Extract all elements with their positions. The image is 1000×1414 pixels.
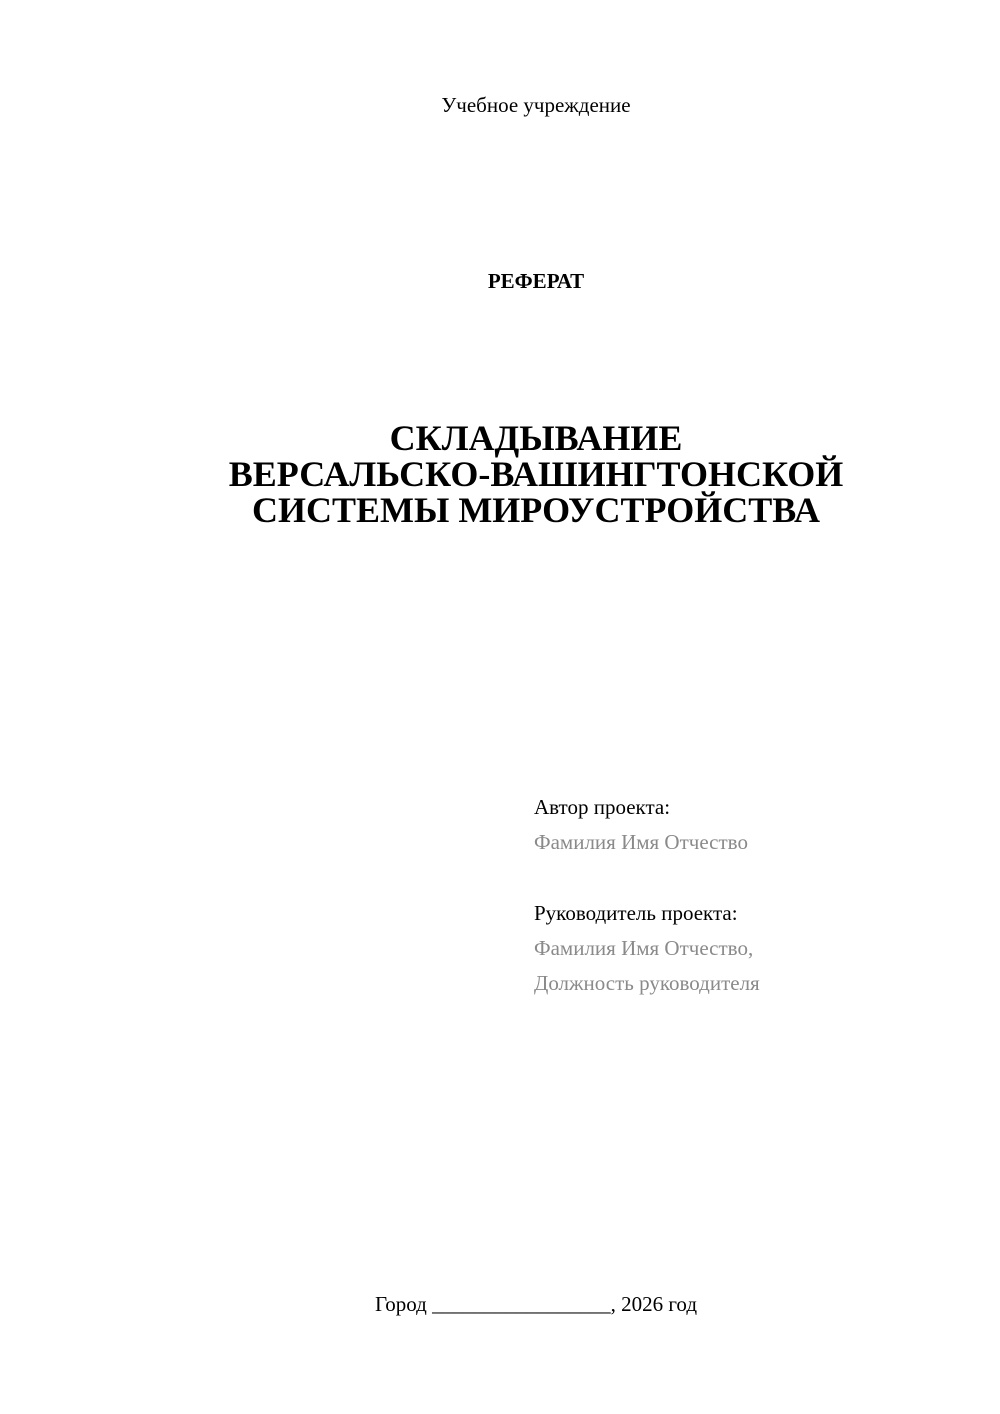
- title-line-1: СКЛАДЫВАНИЕ: [389, 418, 683, 458]
- author-label: Автор проекта:: [534, 795, 671, 819]
- title-line-2: ВЕРСАЛЬСКО-ВАШИНГТОНСКОЙ: [228, 454, 844, 494]
- credits-block: [534, 790, 974, 1001]
- supervisor-position: Должность руководителя: [534, 971, 760, 995]
- supervisor-name: Фамилия Имя Отчество,: [534, 936, 754, 960]
- city-year-line: Город _________________, 2026 год: [374, 1292, 698, 1316]
- author-name: Фамилия Имя Отчество: [534, 830, 748, 854]
- title-line-3: СИСТЕМЫ МИРОУСТРОЙСТВА: [251, 490, 821, 530]
- document-type: РЕФЕРАТ: [487, 269, 585, 293]
- document-title: [0, 420, 1000, 528]
- institution-name: Учебное учреждение: [441, 93, 631, 117]
- supervisor-label: Руководитель проекта:: [534, 901, 738, 925]
- credits-spacer: [534, 860, 974, 896]
